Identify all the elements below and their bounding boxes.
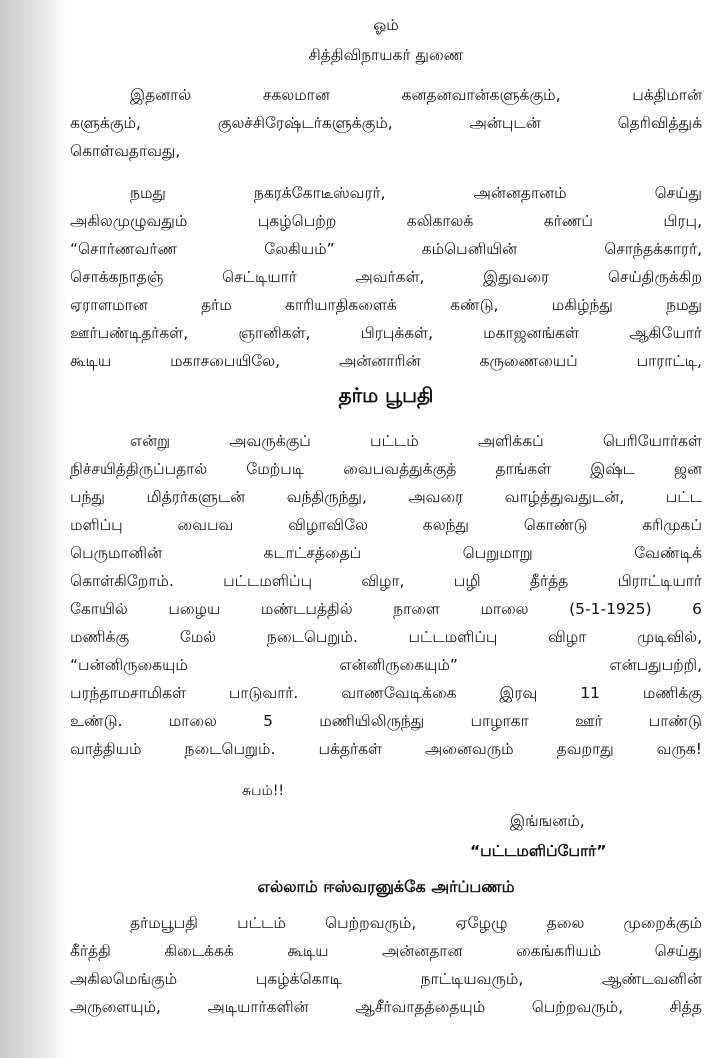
paragraph-line: “பன்னிருகையும் என்னிருகையும்” என்பதுபற்றி, — [70, 656, 702, 674]
paragraph-line: அருளையும், அடியார்களின் ஆசீர்வாதத்தையும் பெற்றவரும், சித்த — [70, 998, 702, 1016]
ingnanam-text: இங்ஙனம், — [510, 812, 585, 830]
paragraph-line: கொள்கிறோம். பட்டமளிப்பு விழா, பழி தீர்த்த பிராட்டியார் — [70, 572, 702, 590]
paragraph-line: ஏராளமான தர்ம காரியாதிகளைக் கண்டு, மகிழ்ந்து நமது — [70, 296, 702, 314]
paragraph-line: கீர்த்தி கிடைக்கக் கூடிய அன்னதான கைங்கரியம் செய்து — [70, 942, 702, 960]
paragraph-line: பெருமானின் கடாட்சத்தைப் பெறுமாறு வேண்டிக் — [70, 544, 702, 562]
paragraph-line: உண்டு. மாலை 5 மணியிலிருந்து பாழாகா ஊர் பாண்டு — [70, 712, 702, 730]
paragraph-line: கோயில் பழைய மண்டபத்தில் நாளை மாலை (5-1-1925) 6 — [70, 600, 702, 618]
paragraph-line: “சொர்ணவர்ண லேகியம்” கம்பெனியின் சொந்தக்காரர், — [70, 240, 702, 258]
paragraph-line: பந்து மித்ரர்களுடன் வந்திருந்து, அவரை வாழ்த்துவதுடன், பட்ட — [70, 488, 702, 506]
om-heading: ஓம் — [373, 16, 399, 34]
signature-text: “பட்டமளிப்போர்” — [470, 842, 607, 860]
title-dharma-bhupathi: தர்ம பூபதி — [338, 383, 434, 407]
paragraph-line: சொக்கநாதஞ் செட்டியார் அவர்கள், இதுவரை செய்திருக்கிற — [70, 268, 702, 286]
paragraph-line: தர்மபூபதி பட்டம் பெற்றவரும், ஏழேழு தலை முறைக்கும் — [130, 914, 702, 932]
scan-shadow-edge — [0, 0, 68, 1058]
paragraph-line: மளிப்பு வைபவ விழாவிலே கலந்து கொண்டு கரிமுகப் — [70, 516, 702, 534]
paragraph-line: பரந்தாமசாமிகள் பாடுவார். வாணவேடிக்கை இரவு 11 மணிக்கு — [70, 684, 702, 702]
paragraph-line: வாத்தியம் நடைபெறும். பக்தர்கள் அனைவரும் தவறாது வருக! — [70, 740, 702, 758]
paragraph-line: ஊர்பண்டிதர்கள், ஞானிகள், பிரபுக்கள், மகாஜனங்கள் ஆகியோர் — [70, 324, 702, 342]
document-page — [70, 8, 702, 1048]
paragraph-line: என்று அவருக்குப் பட்டம் அளிக்கப் பெரியோர்கள் — [130, 432, 702, 450]
paragraph-line: நிச்சயித்திருப்பதால் மேற்படி வைபவத்துக்குத் தாங்கள் இஷ்ட ஜன — [70, 460, 702, 478]
paragraph-line: இதனால் சகலமான கனதனவான்களுக்கும், பக்திமான் — [130, 86, 702, 104]
paragraph-line: அகிலமுழுவதும் புகழ்பெற்ற கலிகாலக் கர்ணப் பிரபு, — [70, 212, 702, 230]
subham-text: சுபம்!! — [242, 783, 285, 799]
paragraph-line: நமது நகரக்கோடீஸ்வரர், அன்னதானம் செய்து — [130, 184, 702, 202]
paragraph-line: மணிக்கு மேல் நடைபெறும். பட்டமளிப்பு விழா முடிவில், — [70, 628, 702, 646]
paragraph-line: கொள்வதாவது, — [70, 142, 181, 160]
paragraph-line: களுக்கும், குலச்சிரேஷ்டர்களுக்கும், அன்புடன் தெரிவித்துக் — [70, 114, 702, 132]
paragraph-line: அகிலமெங்கும் புகழ்க்கொடி நாட்டியவரும், ஆண்டவனின் — [70, 970, 702, 988]
section-heading: எல்லாம் ஈஸ்வரனுக்கே அர்ப்பணம் — [257, 877, 515, 896]
invocation-heading: சித்திவிநாயகர் துணை — [308, 46, 464, 64]
paragraph-line: கூடிய மகாசபையிலே, அன்னாரின் கருணையைப் பாராட்டி, — [70, 352, 702, 370]
